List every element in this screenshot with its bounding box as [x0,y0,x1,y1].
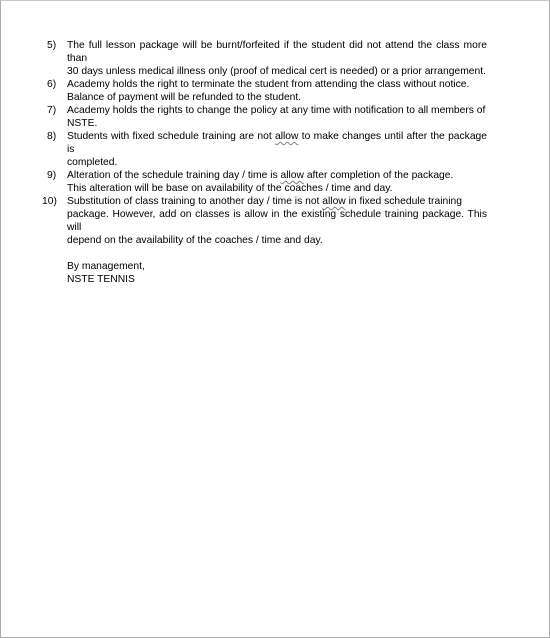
policy-item-6 [47,78,487,104]
document-body [42,39,487,286]
item-text-line: Academy holds the rights to change the policy at any time with notification to all members of [67,105,486,116]
text-segment: Students with fixed schedule training are not [67,131,275,142]
item-text-line: NSTE. [67,118,98,129]
signoff-line: By management, [67,261,145,272]
text-segment: in fixed schedule training [345,196,462,207]
item-number: 10) [42,196,57,207]
policy-list [42,39,487,247]
text-segment: to make changes until after the package is [67,131,487,155]
item-number: 7) [47,105,57,116]
item-text-line [67,169,487,182]
spellcheck-flagged-word: allow [275,131,299,142]
policy-item-7 [47,104,487,130]
signoff-organization: NSTE TENNIS [67,274,135,285]
policy-item-10 [42,195,487,247]
policy-item-5 [47,39,487,78]
text-segment: Substitution of class training to another day / time is not [67,196,323,207]
item-number: 6) [47,79,57,90]
item-text-line: Academy holds the right to terminate the student from attending the class without notice. [67,79,470,90]
item-text-line: completed. [67,157,118,168]
text-segment: after completion of the package. [303,170,454,181]
item-text-line: depend on the availability of the coaches / time and day. [67,235,323,246]
item-number: 8) [47,131,57,142]
spellcheck-flagged-word: allow [322,196,346,207]
policy-item-9 [47,169,487,195]
item-text-line [67,195,487,208]
item-text-line: 30 days unless medical illness only (proof of medical cert is needed) or a prior arrangement. [67,66,486,77]
item-number: 9) [47,170,57,181]
text-segment: Alteration of the schedule training day / time is [67,170,281,181]
spellcheck-flagged-word: allow [280,170,304,181]
item-text-line: This alteration will be base on availability of the coaches / time and day. [67,183,393,194]
signoff-block [47,260,487,286]
policy-item-8 [47,130,487,169]
item-text-line [67,130,487,156]
item-number: 5) [47,40,57,51]
item-text-line: Balance of payment will be refunded to the student. [67,92,302,103]
item-text-line: package. However, add on classes is allow in the existing schedule training package. This will [67,209,487,233]
item-text-line: The full lesson package will be burnt/forfeited if the student did not attend the class more than [67,40,487,64]
